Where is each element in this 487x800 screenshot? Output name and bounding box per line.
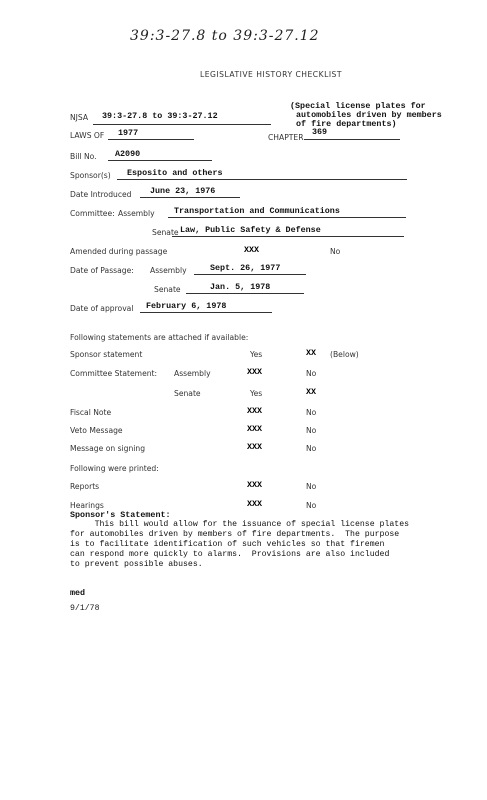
date-introduced-label: Date Introduced xyxy=(70,190,132,199)
amended-label: Amended during passage xyxy=(70,247,168,256)
statement-label: Committee Statement: xyxy=(70,369,158,378)
sponsor-statement-line: is to facilitate identification of such vehicles so that firemen xyxy=(70,540,385,549)
statement-no: No xyxy=(306,369,317,378)
date-of-approval-underline xyxy=(140,312,272,313)
statement-yes-mark: XXX xyxy=(247,424,263,434)
committee-label: Committee: xyxy=(70,209,115,218)
statement-label: Sponsor statement xyxy=(70,350,143,359)
amended-no: No xyxy=(330,247,341,256)
date-introduced-underline xyxy=(140,197,240,198)
chapter-value: 369 xyxy=(312,127,328,137)
footer-date: 9/1/78 xyxy=(70,604,100,613)
statement-extra: (Below) xyxy=(330,350,359,359)
njsa-underline xyxy=(93,124,271,125)
statement-sub-label: Assembly xyxy=(174,369,211,378)
passage-senate-value: Jan. 5, 1978 xyxy=(210,282,271,292)
passage-assembly-underline xyxy=(194,274,306,275)
sponsors-value: Esposito and others xyxy=(127,168,223,178)
sponsor-statement-line: to prevent possible abuses. xyxy=(70,560,203,569)
bill-no-value: A2090 xyxy=(115,149,141,159)
committee-senate-value: Law, Public Safety & Defense xyxy=(180,225,321,235)
amended-yes-mark: XXX xyxy=(244,245,260,255)
committee-senate-label: Senate xyxy=(152,228,179,237)
passage-assembly-value: Sept. 26, 1977 xyxy=(210,263,281,273)
sponsor-statement-heading: Sponsor's Statement: xyxy=(70,510,171,520)
sponsor-statement-line: This bill would allow for the issuance of special license plates xyxy=(70,520,410,529)
printed-no: No xyxy=(306,501,317,510)
passage-assembly-label: Assembly xyxy=(150,266,187,275)
printed-no: No xyxy=(306,482,317,491)
date-of-passage-label: Date of Passage: xyxy=(70,266,134,275)
njsa-label: NJSA xyxy=(70,113,89,122)
statement-no-mark: XX xyxy=(306,387,317,397)
njsa-value: 39:3-27.8 to 39:3-27.12 xyxy=(102,111,218,121)
statement-no: No xyxy=(306,444,317,453)
statement-yes-mark: XXX xyxy=(247,406,263,416)
printed-yes-mark: XXX xyxy=(247,499,263,509)
committee-assembly-label: Assembly xyxy=(118,209,155,218)
more-printed-header: Following were printed: xyxy=(70,464,159,473)
statement-label: Fiscal Note xyxy=(70,408,112,417)
laws-of-underline xyxy=(108,139,194,140)
sponsors-underline xyxy=(117,179,407,180)
note-line-1: (Special license plates for xyxy=(290,101,426,111)
statement-yes: Yes xyxy=(250,389,263,398)
passage-senate-label: Senate xyxy=(154,285,181,294)
bill-no-underline xyxy=(108,160,212,161)
date-of-approval-value: February 6, 1978 xyxy=(146,301,227,311)
date-introduced-value: June 23, 1976 xyxy=(150,186,216,196)
statement-label: Veto Message xyxy=(70,426,123,435)
printed-label: Reports xyxy=(70,482,100,491)
sponsor-statement-line: for automobiles driven by members of fire departments. The purpose xyxy=(70,530,400,539)
committee-senate-underline xyxy=(172,236,404,237)
statement-yes: Yes xyxy=(250,350,263,359)
handwritten-header: 39:3-27.8 to 39:3-27.12 xyxy=(130,28,320,44)
chapter-underline xyxy=(304,139,400,140)
page-title: LEGISLATIVE HISTORY CHECKLIST xyxy=(200,70,343,79)
initials: med xyxy=(70,588,86,598)
committee-assembly-value: Transportation and Communications xyxy=(174,206,340,216)
statement-no: No xyxy=(306,408,317,417)
statement-label: Message on signing xyxy=(70,444,146,453)
statement-yes-mark: XXX xyxy=(247,367,263,377)
statements-header: Following statements are attached if available: xyxy=(70,333,249,342)
statement-no-mark: XX xyxy=(306,348,317,358)
statement-no: No xyxy=(306,426,317,435)
bill-no-label: Bill No. xyxy=(70,152,97,161)
statement-yes-mark: XXX xyxy=(247,442,263,452)
passage-senate-underline xyxy=(186,293,304,294)
note-line-2: automobiles driven by members xyxy=(296,110,442,120)
statement-sub-label: Senate xyxy=(174,389,201,398)
date-of-approval-label: Date of approval xyxy=(70,304,134,313)
laws-of-value: 1977 xyxy=(118,128,139,138)
note-line-3: of fire departments) xyxy=(296,119,397,129)
sponsor-statement-line: can respond more quickly to alarms. Provisions are also included xyxy=(70,550,390,559)
laws-of-label: LAWS OF xyxy=(70,131,105,140)
chapter-label: CHAPTER xyxy=(268,133,304,142)
printed-yes-mark: XXX xyxy=(247,480,263,490)
sponsors-label: Sponsor(s) xyxy=(70,171,111,180)
printed-label: Hearings xyxy=(70,501,104,510)
committee-assembly-underline xyxy=(168,217,406,218)
